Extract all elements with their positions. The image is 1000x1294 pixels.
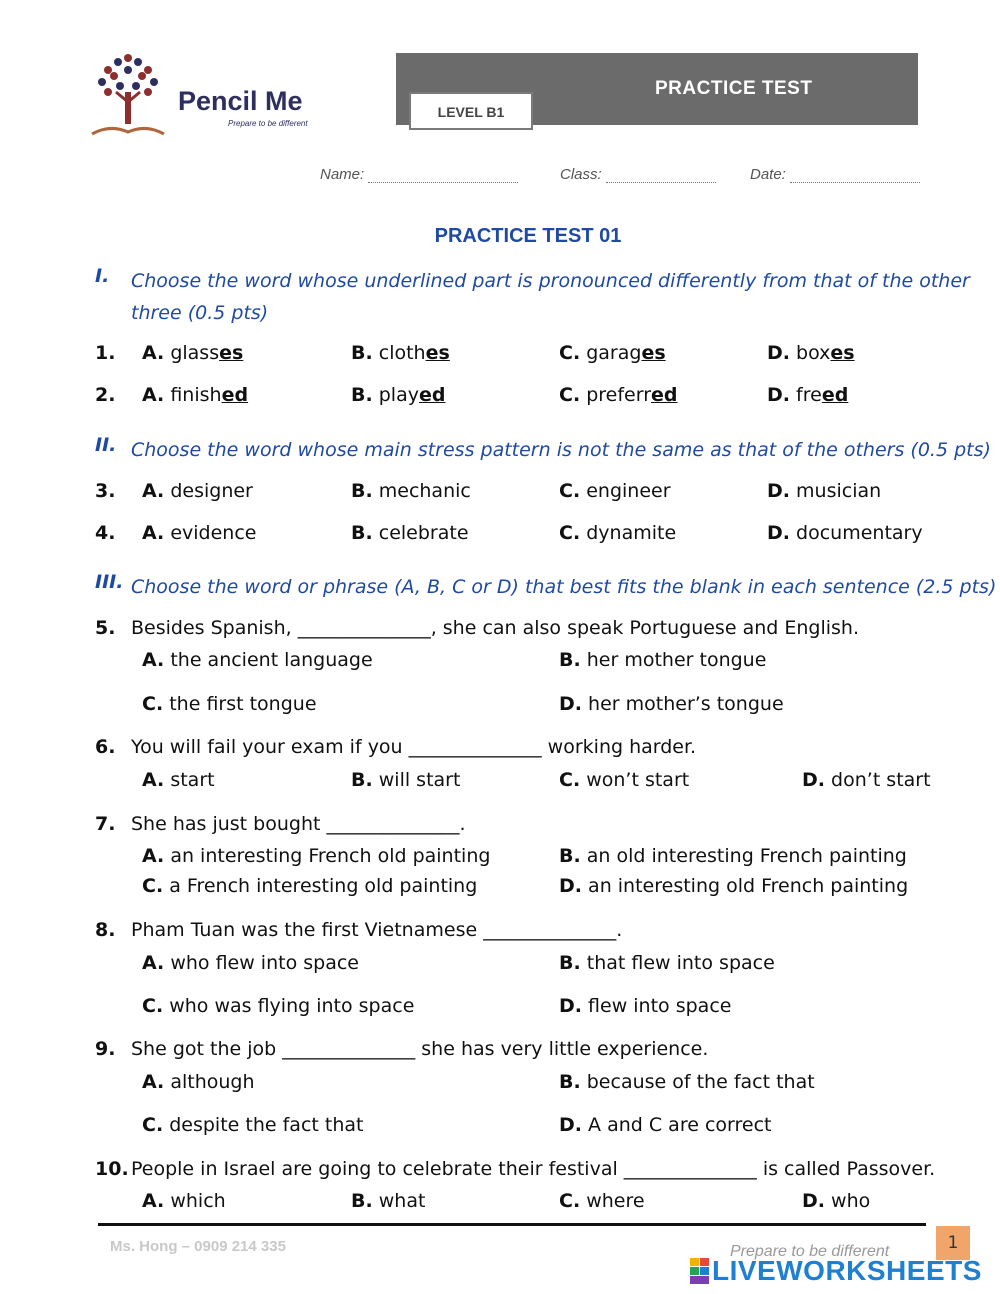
name-field[interactable] (320, 166, 518, 183)
question-stem: People in Israel are going to celebrate their festival ______________ is called Passover. (131, 1158, 936, 1180)
option-c[interactable]: C. dynamite (559, 522, 677, 544)
section-3-number: III. (95, 571, 124, 593)
option-d[interactable]: D. musician (767, 480, 882, 502)
date-label: Date: (750, 166, 786, 183)
option-b[interactable]: B. will start (351, 769, 461, 791)
liveworksheets-wordmark: LIVEWORKSHEETS (712, 1255, 982, 1286)
option-c[interactable]: C. garages (559, 342, 666, 364)
banner-title: PRACTICE TEST (655, 78, 813, 99)
option-a[interactable]: A. who flew into space (142, 952, 359, 974)
section-1-instruction (131, 265, 970, 329)
section-2-number: II. (95, 434, 117, 456)
option-b[interactable]: B. played (351, 384, 446, 406)
name-label: Name: (320, 166, 365, 183)
option-a[interactable]: A. designer (142, 480, 253, 502)
option-d[interactable]: D. boxes (767, 342, 855, 364)
footer-author: Ms. Hong – 0909 214 335 (110, 1238, 286, 1255)
question-number: 3. (95, 480, 116, 502)
option-c[interactable]: C. where (559, 1190, 645, 1212)
option-a[interactable]: A. the ancient language (142, 649, 373, 671)
option-c[interactable]: C. despite the fact that (142, 1114, 364, 1136)
option-c[interactable]: C. a French interesting old painting (142, 875, 478, 897)
option-d[interactable]: D. freed (767, 384, 849, 406)
question-number: 5. (95, 617, 116, 639)
option-d[interactable]: D. A and C are correct (559, 1114, 772, 1136)
option-c[interactable]: C. preferred (559, 384, 678, 406)
question-stem: Besides Spanish, ______________, she can also speak Portuguese and English. (131, 617, 859, 639)
option-d[interactable]: D. an interesting old French painting (559, 875, 909, 897)
option-b[interactable]: B. mechanic (351, 480, 471, 502)
option-b[interactable]: B. celebrate (351, 522, 469, 544)
option-c[interactable]: C. won’t start (559, 769, 690, 791)
footer-divider (98, 1223, 926, 1226)
option-a[interactable]: A. evidence (142, 522, 257, 544)
question-stem: You will fail your exam if you ______________ working harder. (131, 736, 697, 758)
pencil-me-logo-icon (88, 52, 168, 138)
liveworksheets-logo[interactable] (690, 1255, 982, 1287)
date-field[interactable] (750, 166, 920, 183)
section-2-instruction: Choose the word whose main stress pattern is not the same as that of the others (0.5 pts) (131, 439, 991, 461)
option-b[interactable]: B. that flew into space (559, 952, 775, 974)
option-d[interactable]: D. her mother’s tongue (559, 693, 784, 715)
question-number: 9. (95, 1038, 116, 1060)
option-a[interactable]: A. start (142, 769, 215, 791)
question-stem: Pham Tuan was the first Vietnamese ______________. (131, 919, 623, 941)
question-number: 10. (95, 1158, 129, 1180)
class-field[interactable] (560, 166, 716, 183)
question-number: 7. (95, 813, 116, 835)
option-a[interactable]: A. glasses (142, 342, 244, 364)
option-c[interactable]: C. engineer (559, 480, 671, 502)
option-b[interactable]: B. because of the fact that (559, 1071, 815, 1093)
option-d[interactable]: D. who (802, 1190, 871, 1212)
level-badge: LEVEL B1 (409, 92, 533, 130)
option-a[interactable]: A. an interesting French old painting (142, 845, 491, 867)
section-3-instruction: Choose the word or phrase (A, B, C or D) that best fits the blank in each sentence (2.5 pts) (131, 576, 997, 598)
question-number: 8. (95, 919, 116, 941)
option-b[interactable]: B. an old interesting French painting (559, 845, 907, 867)
question-stem: She got the job ______________ she has very little experience. (131, 1038, 709, 1060)
liveworksheets-icon (690, 1258, 710, 1284)
option-c[interactable]: C. who was flying into space (142, 995, 415, 1017)
page-title: PRACTICE TEST 01 (434, 225, 622, 247)
question-number: 4. (95, 522, 116, 544)
page-number: 1 (936, 1226, 970, 1260)
question-number: 1. (95, 342, 116, 364)
option-a[interactable]: A. although (142, 1071, 255, 1093)
option-d[interactable]: D. don’t start (802, 769, 931, 791)
question-stem: She has just bought ______________. (131, 813, 466, 835)
brand-name: Pencil Me (178, 86, 303, 116)
option-a[interactable]: A. finished (142, 384, 249, 406)
option-d[interactable]: D. documentary (767, 522, 923, 544)
option-b[interactable]: B. clothes (351, 342, 450, 364)
section-1-line-1: Choose the word whose underlined part is pronounced differently from that of the other (131, 270, 970, 292)
section-1-line-2: three (0.5 pts) (131, 302, 269, 324)
option-d[interactable]: D. flew into space (559, 995, 732, 1017)
option-b[interactable]: B. what (351, 1190, 426, 1212)
question-number: 2. (95, 384, 116, 406)
option-b[interactable]: B. her mother tongue (559, 649, 767, 671)
option-c[interactable]: C. the first tongue (142, 693, 317, 715)
class-label: Class: (560, 166, 602, 183)
section-1-number: I. (95, 265, 110, 287)
footer-tagline: Prepare to be different (730, 1243, 890, 1260)
option-a[interactable]: A. which (142, 1190, 226, 1212)
question-number: 6. (95, 736, 116, 758)
brand-tagline: Prepare to be different (228, 119, 308, 128)
